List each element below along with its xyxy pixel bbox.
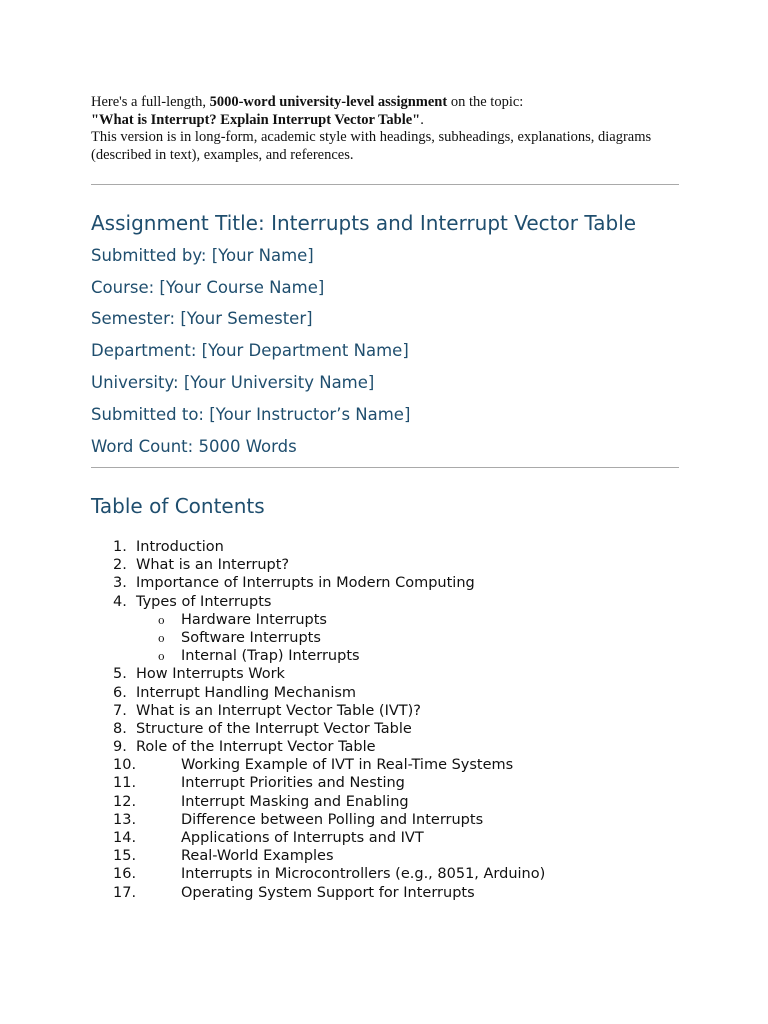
toc-item bbox=[91, 884, 679, 902]
sub-bullet-icon: o bbox=[158, 613, 165, 627]
toc-item bbox=[91, 538, 679, 556]
toc-label: Types of Interrupts bbox=[136, 593, 272, 610]
topic-bold: "What is Interrupt? Explain Interrupt Vector Table" bbox=[91, 111, 421, 128]
toc-item bbox=[91, 702, 679, 720]
toc-sub-label: Internal (Trap) Interrupts bbox=[181, 648, 360, 665]
toc-item bbox=[91, 720, 679, 738]
toc-number: 17. bbox=[113, 884, 137, 901]
toc-number: 7. bbox=[113, 702, 127, 719]
toc-item bbox=[91, 829, 679, 847]
toc-number: 5. bbox=[113, 666, 127, 683]
toc-number: 4. bbox=[113, 593, 127, 610]
department: Department: [Your Department Name] bbox=[91, 341, 409, 360]
toc-label: Interrupt Masking and Enabling bbox=[181, 793, 409, 810]
toc-label: Interrupt Handling Mechanism bbox=[136, 684, 357, 701]
toc-label: Applications of Interrupts and IVT bbox=[181, 830, 424, 846]
toc-sub-item bbox=[91, 611, 679, 629]
toc-number: 13. bbox=[113, 811, 137, 828]
divider-2 bbox=[91, 467, 679, 468]
submitted-to: Submitted to: [Your Instructor’s Name] bbox=[91, 405, 411, 424]
toc-label: Introduction bbox=[136, 539, 224, 555]
toc-number: 9. bbox=[113, 739, 127, 756]
toc-number: 10. bbox=[113, 757, 137, 774]
intro-bold-text: 5000-word university-level assignment bbox=[209, 94, 448, 110]
sub-bullet-icon: o bbox=[158, 631, 165, 645]
word-count: Word Count: 5000 Words bbox=[91, 437, 297, 456]
toc-item bbox=[91, 774, 679, 792]
toc-number: 11. bbox=[113, 775, 137, 792]
course: Course: [Your Course Name] bbox=[91, 278, 325, 297]
toc-number: 2. bbox=[113, 557, 127, 574]
toc-number: 6. bbox=[113, 684, 127, 701]
toc-number: 15. bbox=[113, 848, 137, 865]
toc-number: 1. bbox=[113, 539, 127, 555]
toc-label: Difference between Polling and Interrupts bbox=[181, 811, 484, 828]
toc-number: 12. bbox=[113, 793, 137, 810]
toc-item bbox=[91, 865, 679, 883]
intro-text-end: on the topic: bbox=[447, 94, 524, 110]
toc-list bbox=[91, 538, 679, 902]
toc-item bbox=[91, 593, 679, 611]
toc-label: Structure of the Interrupt Vector Table bbox=[136, 720, 412, 737]
divider-1 bbox=[91, 184, 679, 185]
sub-bullet-icon: o bbox=[158, 650, 165, 664]
toc-sub-item bbox=[91, 629, 679, 647]
toc-sub-item bbox=[91, 647, 679, 665]
intro-text: Here's a full-length, bbox=[91, 94, 210, 110]
topic-period: . bbox=[420, 111, 424, 128]
toc-item bbox=[91, 847, 679, 865]
toc-item bbox=[91, 756, 679, 774]
semester: Semester: [Your Semester] bbox=[91, 309, 313, 328]
toc-label: Role of the Interrupt Vector Table bbox=[136, 739, 376, 756]
toc-label: Operating System Support for Interrupts bbox=[181, 884, 475, 901]
toc-item bbox=[91, 556, 679, 574]
toc-number: 16. bbox=[113, 866, 137, 883]
toc-number: 14. bbox=[113, 830, 137, 846]
university: University: [Your University Name] bbox=[91, 373, 375, 392]
toc-label: What is an Interrupt? bbox=[136, 557, 290, 574]
intro-topic-line bbox=[91, 112, 679, 130]
toc-label: Importance of Interrupts in Modern Computing bbox=[136, 575, 475, 592]
toc-item bbox=[91, 793, 679, 811]
toc-item bbox=[91, 684, 679, 702]
toc-sub-label: Software Interrupts bbox=[181, 629, 321, 646]
toc-item bbox=[91, 665, 679, 683]
toc-label: Interrupt Priorities and Nesting bbox=[181, 775, 405, 792]
toc-item bbox=[91, 738, 679, 756]
toc-label: How Interrupts Work bbox=[136, 666, 285, 683]
toc-label: Real-World Examples bbox=[181, 848, 334, 865]
intro-line-1 bbox=[91, 94, 679, 112]
toc-item bbox=[91, 574, 679, 592]
submitted-by: Submitted by: [Your Name] bbox=[91, 246, 314, 265]
toc-number: 8. bbox=[113, 720, 127, 737]
toc-heading: Table of Contents bbox=[91, 494, 265, 518]
intro-paragraph bbox=[91, 94, 679, 164]
toc-number: 3. bbox=[113, 575, 127, 592]
toc-label: Interrupts in Microcontrollers (e.g., 8051, Arduino) bbox=[181, 866, 546, 883]
toc-label: What is an Interrupt Vector Table (IVT)? bbox=[136, 702, 421, 719]
toc-item bbox=[91, 811, 679, 829]
intro-description: This version is in long-form, academic style with headings, subheadings, explanations, diagrams (described in text), examples, and references. bbox=[91, 129, 652, 163]
toc-sub-label: Hardware Interrupts bbox=[181, 611, 327, 628]
assignment-title: Assignment Title: Interrupts and Interrupt Vector Table bbox=[91, 211, 637, 235]
toc-label: Working Example of IVT in Real-Time Systems bbox=[181, 757, 514, 774]
document-page bbox=[91, 94, 679, 902]
